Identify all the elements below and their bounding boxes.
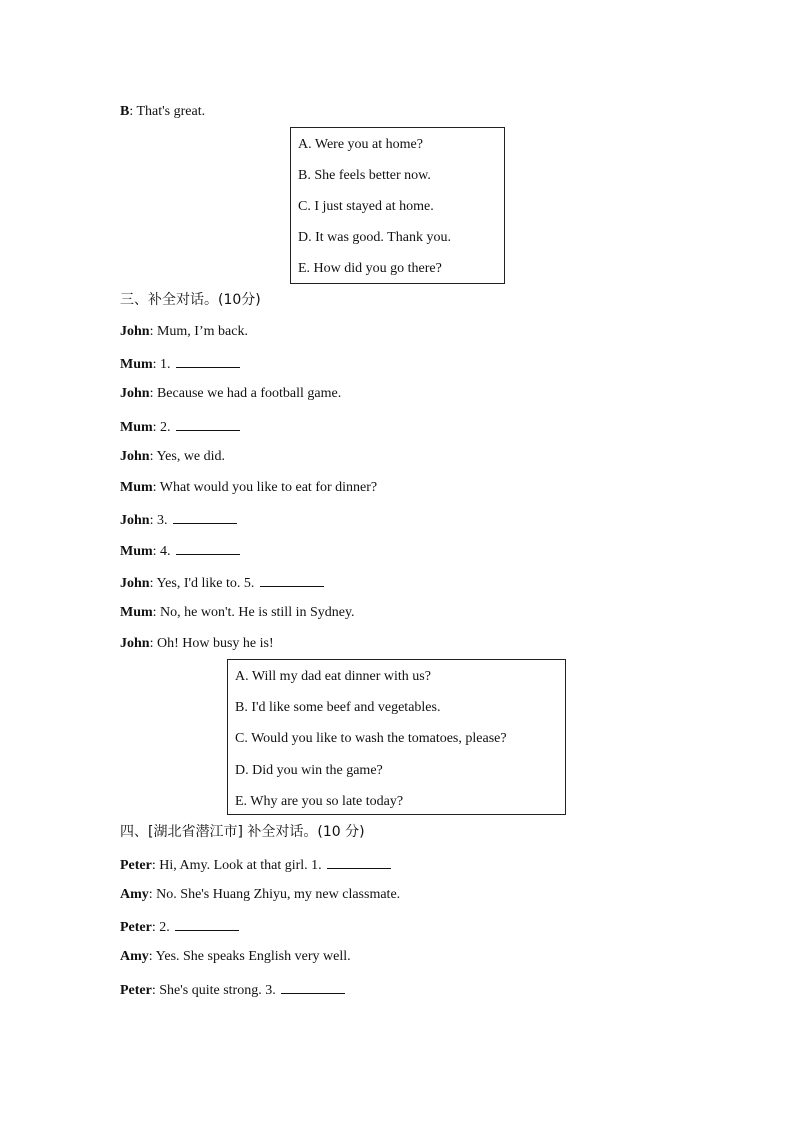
dialogue-line	[120, 103, 205, 121]
dialogue-line	[120, 541, 240, 561]
dialogue-text: : 1.	[152, 357, 171, 372]
speaker-name: Peter	[120, 920, 152, 935]
answer-blank[interactable]	[176, 417, 240, 431]
answer-blank[interactable]	[176, 541, 240, 555]
speaker-name: John	[120, 636, 150, 651]
option-e: E. Why are you so late today?	[235, 794, 404, 809]
dialogue-text: : No, he won't. He is still in Sydney.	[152, 605, 355, 620]
option-b: B. I'd like some beef and vegetables.	[235, 700, 441, 715]
answer-blank[interactable]	[281, 980, 345, 994]
option-d: D. Did you win the game?	[235, 763, 383, 778]
speaker-name: Mum	[120, 480, 153, 495]
dialogue-line	[120, 917, 239, 937]
option-c: C. Would you like to wash the tomatoes, please?	[235, 731, 507, 746]
speaker-name: John	[120, 513, 150, 528]
options-box	[290, 127, 505, 284]
dialogue-line	[120, 604, 355, 622]
answer-blank[interactable]	[175, 917, 239, 931]
dialogue-text: : 2.	[152, 420, 171, 435]
dialogue-line	[120, 323, 248, 341]
dialogue-line	[120, 510, 237, 530]
dialogue-line	[120, 479, 377, 497]
option-d: D. It was good. Thank you.	[298, 230, 451, 245]
dialogue-text: : Yes. She speaks English very well.	[148, 949, 351, 964]
speaker-name: John	[120, 386, 150, 401]
dialogue-text: : 3.	[149, 513, 168, 528]
option-c: C. I just stayed at home.	[298, 199, 434, 214]
dialogue-line	[120, 448, 225, 466]
speaker-name: John	[120, 576, 150, 591]
speaker-name: Amy	[120, 887, 149, 902]
speaker-name: Peter	[120, 858, 152, 873]
option-a: A. Will my dad eat dinner with us?	[235, 669, 431, 684]
dialogue-line	[120, 385, 341, 403]
dialogue-text: : Yes, we did.	[149, 449, 226, 464]
dialogue-line	[120, 948, 351, 966]
dialogue-line	[120, 855, 391, 875]
dialogue-text: : Mum, I’m back.	[149, 324, 248, 339]
speaker-name: John	[120, 449, 150, 464]
dialogue-text: : Because we had a football game.	[149, 386, 342, 401]
dialogue-text: : Hi, Amy. Look at that girl. 1.	[151, 858, 322, 873]
dialogue-line	[120, 980, 345, 1000]
answer-blank[interactable]	[327, 855, 391, 869]
speaker-name: Amy	[120, 949, 149, 964]
option-b: B. She feels better now.	[298, 168, 431, 183]
answer-blank[interactable]	[173, 510, 237, 524]
answer-blank[interactable]	[260, 573, 324, 587]
dialogue-line	[120, 635, 274, 653]
speaker-name: Mum	[120, 605, 153, 620]
option-a: A. Were you at home?	[298, 137, 423, 152]
dialogue-text: : She's quite strong. 3.	[151, 983, 276, 998]
dialogue-text: : Oh! How busy he is!	[149, 636, 274, 651]
dialogue-text: : 4.	[152, 544, 171, 559]
dialogue-text: : That's great.	[129, 104, 206, 119]
dialogue-line	[120, 573, 324, 593]
answer-blank[interactable]	[176, 354, 240, 368]
speaker-name: Peter	[120, 983, 152, 998]
dialogue-text: : 2.	[151, 920, 170, 935]
dialogue-text: : What would you like to eat for dinner?	[152, 480, 378, 495]
dialogue-line	[120, 417, 240, 437]
speaker-name: Mum	[120, 420, 153, 435]
section-heading: 四、[湖北省潜江市] 补全对话。(10 分)	[120, 824, 365, 840]
speaker-name: John	[120, 324, 150, 339]
dialogue-line	[120, 886, 400, 904]
options-box	[227, 659, 566, 815]
section-heading: 三、补全对话。(10分)	[120, 292, 261, 308]
dialogue-text: : Yes, I'd like to. 5.	[149, 576, 255, 591]
dialogue-text: : No. She's Huang Zhiyu, my new classmate.	[148, 887, 401, 902]
speaker-name: Mum	[120, 357, 153, 372]
speaker-name: B	[120, 104, 130, 119]
speaker-name: Mum	[120, 544, 153, 559]
dialogue-line	[120, 354, 240, 374]
option-e: E. How did you go there?	[298, 261, 442, 276]
